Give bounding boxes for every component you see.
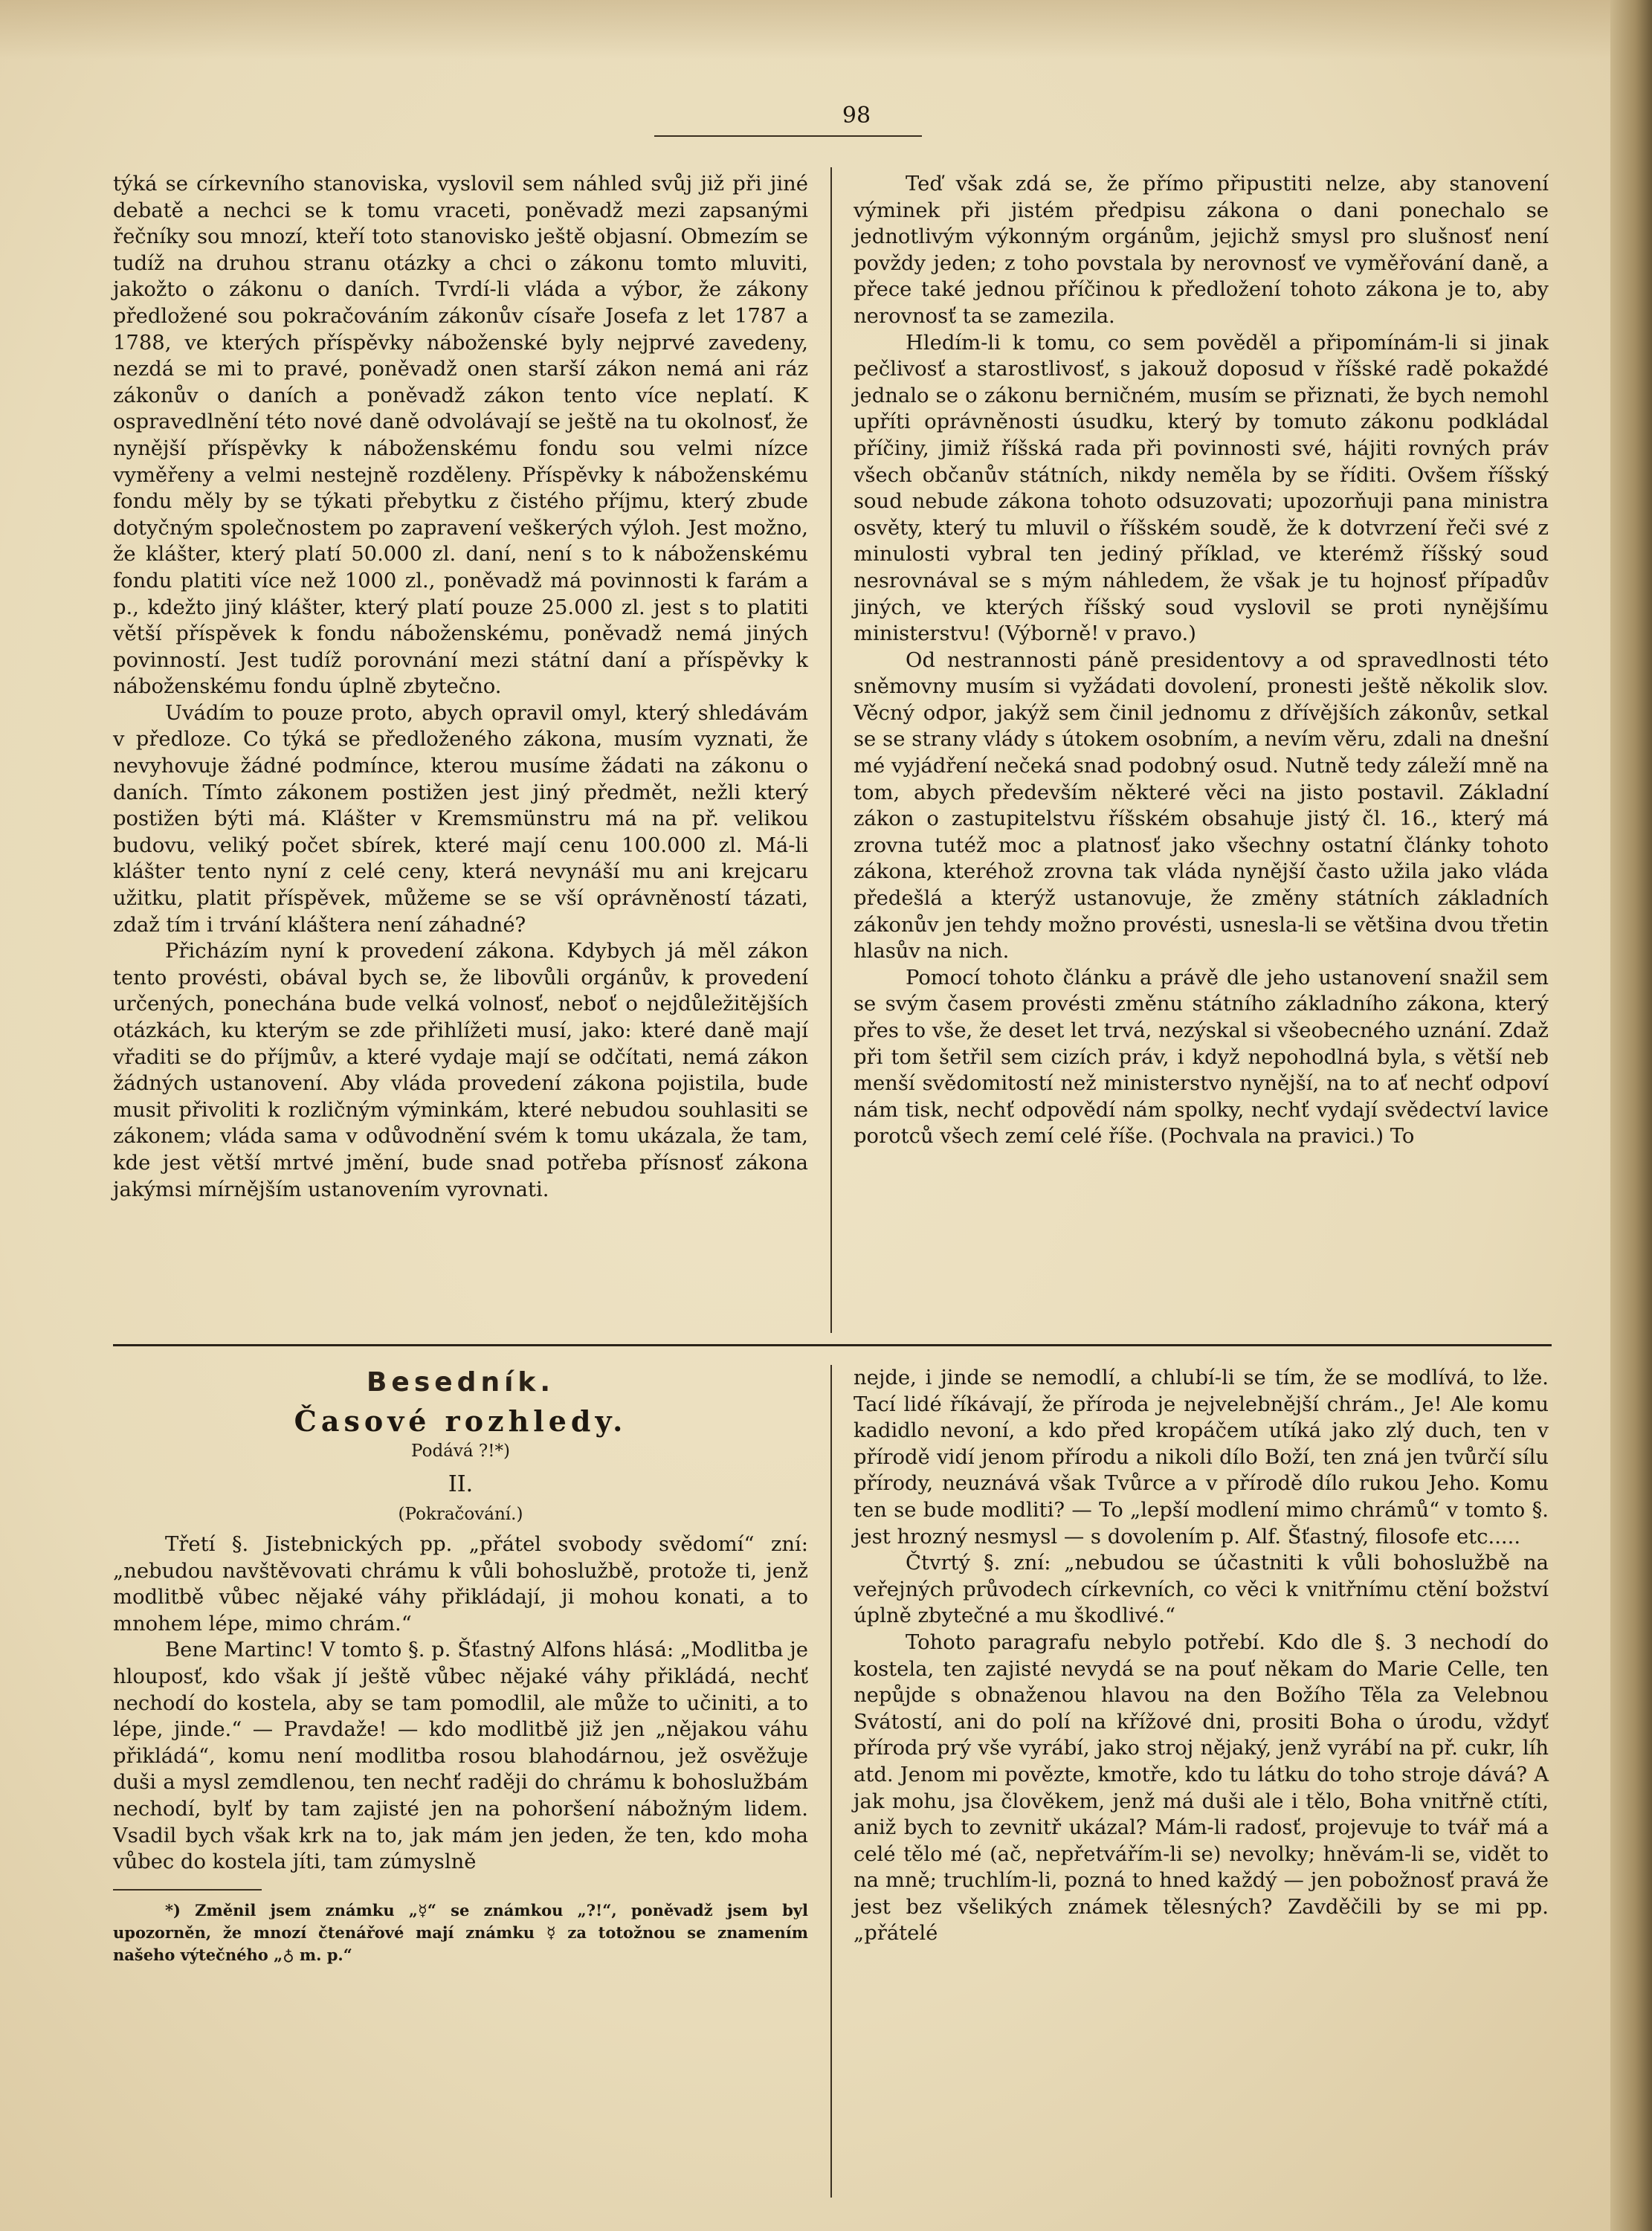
byline: Podává ?!*): [411, 1441, 510, 1462]
column-bottom-right: [854, 1365, 1549, 1947]
section-title: Besedník.: [366, 1367, 555, 1398]
part-number: II.: [448, 1470, 474, 1497]
paragraph: Teď však zdá se, že přímo připustiti nelze, aby stanovení výminek při jistém předpisu zákona o dani ponechalo se jednotlivým výkonným orgánům, jejichž smysl pro slušnosť není povždy jeden; z toho povstala by nerovnosť ve vyměřování daně, a přece také jednou příčinou k předložení tohoto zákona je to, aby nerovnosť ta se zamezila.: [854, 172, 1549, 328]
paragraph: Čtvrtý §. zní: „nebudou se účastniti k vůli bohoslužbě na veřejných průvodech církevních, co věci k vnitřnímu ctění božství úplně zbytečné a mu škodlivé.“: [854, 1552, 1549, 1628]
continued-note: (Pokračování.): [398, 1505, 523, 1525]
paragraph: Třetí §. Jistebnických pp. „přátel svobody svědomí“ zní: „nebudou navštěvovati chrámu k vůli bohoslužbě, protože ti, jenž modlitbě vůbec nějaké váhy přikládají, ji mohou konati, a to mnohem lépe, mimo chrám.“: [113, 1532, 808, 1636]
paragraph: Přicházím nyní k provedení zákona. Kdybych já měl zákon tento provésti, obával bych se, že libovůli orgánův, k provedení určených, ponechána bude velká volnosť, neboť o nejdůležitějších otázkách, ku kterým se zde přihlížeti musí, jako: které daně mají vřaditi se do příjmův, a které vydaje mají se odčítati, nemá zákon žádných ustanovení. Aby vláda provedení zákona pojistila, bude musit přivoliti k rozličným výminkám, které nebudou souhlasiti se zákonem; vláda sama v odůvodnění svém k tomu ukázala, že tam, kde jest větší mrtvé jmění, bude snad potřeba přísnosť zákona jakýmsi mírnějším ustanovením vyrovnati.: [113, 940, 808, 1201]
footnote-rule: [113, 1889, 262, 1891]
paper-stain: [0, 0, 1652, 59]
page-number: 98: [842, 103, 871, 129]
page-binding-edge: [1610, 0, 1652, 2231]
paragraph: Pomocí tohoto článku a právě dle jeho ustanovení snažil sem se svým časem provésti změnu státního základního zákona, který přes to vše, že deset let trvá, nezýskal si všeobecného uznání. Zdaž při tom šetřil sem cizích práv, i když nepohodlná byla, s větší neb menší svědomitostí než ministerstvo nynější, na to ať nechť odpoví nám tisk, nechť odpovědí nám spolky, nechť vydají svědectví lavice porotců všech zemí celé říše. (Pochvala na pravici.) To: [854, 966, 1549, 1149]
paragraph: Uvádím to pouze proto, abych opravil omyl, který shledávám v předloze. Co týká se předloženého zákona, musím vyznati, že nevyhovuje žádné podmínce, kterou musíme žádati na zákonu o daních. Tímto zákonem postižen jest jiný předmět, nežli který postižen býti má. Klášter v Kremsmünstru má na př. velikou budovu, veliký počet sbírek, které mají cenu 100.000 zl. Má-li klášter tento nyní z celé ceny, která nevynáší mu ani krejcaru užitku, platit příspěvek, můžeme se se vší oprávněností tázati, zdaž tím i trvání kláštera není záhadné?: [113, 701, 808, 937]
column-top-left: [113, 171, 808, 1203]
paragraph: týká se církevního stanoviska, vyslovil sem náhled svůj již při jiné debatě a nechci se k tomu vraceti, poněvadž mezi zapsanými řečníky sou mnozí, kteří toto stanovisko ještě objasní. Obmezím se tudíž na druhou stranu otázky a chci o zákonu tomto mluviti, jakožto o zákonu o daních. Tvrdí-li vláda a výbor, že zákony předložené sou pokračováním zákonův císaře Josefa z let 1787 a 1788, ve kterých příspěvky náboženské byly nejprvé zavedeny, nezdá se mi to pravé, poněvadž onen starší zákon nemá ani ráz zákonův o daních a poněvadž zákon tento více neplatí. K ospravedlnění této nové daně odvolávají se ještě na tu okolnosť, že nynější příspěvky k náboženskému fondu sou velmi nízce vyměřeny a velmi nestejně rozděleny. Příspěvky k náboženskému fondu měly by se týkati přebytku z čistého příjmu, který zbude dotyčným společnostem po zapravení veškerých výloh. Jest možno, že klášter, který platí 50.000 zl. daní, není s to k náboženskému fondu platiti více než 1000 zl., poněvadž má povinnosti k farám a p., kdežto jiný klášter, který platí pouze 25.000 zl. jest s to platiti větší příspěvek k fondu náboženskému, poněvadž nemá jiných povinností. Jest tudíž porovnání mezi státní daní a příspěvky k náboženskému fondu úplně zbytečno.: [113, 172, 808, 699]
column-divider-top: [830, 167, 832, 1333]
column-top-right: [854, 171, 1549, 1150]
paragraph: Od nestrannosti páně presidentovy a od spravedlnosti této sněmovny musím si vyžádati dovolení, pronesti ještě několik slov. Věcný odpor, jakýž sem činil jednomu z dřívějších zákonův, setkal se se strany vlády s útokem osobním, a nevím věru, zdali na dnešní mé vyjádření nečeká snad podobný osud. Nutně tedy záleží mně na tom, abych především některé věci na jisto postavil. Základní zákon o zastupitelstvu říšském obsahuje jistý čl. 16., který má zrovna tutéž moc a platnosť jako všechny ostatní články tohoto zákona, kteréhož zrovna tak vláda nynější často užila jako vláda předešlá a kterýž ustanovuje, že změny státních základních zákonův jen tehdy možno provésti, usnesla-li se většina dvou třetin hlasův na nich.: [854, 648, 1549, 963]
paragraph: Tohoto paragrafu nebylo potřebí. Kdo dle §. 3 nechodí do kostela, ten zajisté nevydá se na pouť někam do Marie Celle, ten nepůjde s obnaženou hlavou na den Božího Těla za Velebnou Svátostí, ani do polí na křížové dni, prositi Boha o úrodu, vždyť příroda prý vše vyrábí, jako stroj nějaký, jenž vyrábí na př. cukr, líh atd. Jenom mi povězte, kmotře, kdo tu látku do toho stroje dává? A jak mohu, jsa člověkem, jenž má duši ale i tělo, Boha vnitřně ctíti, aniž bych to zevnitř ukázal? Mám-li radosť, projevuje to tvář má a celé tělo mé (ač, nepřetvářím-li se) nevolky; hněvám-li se, vidět to na mně; truchlím-li, pozná to hned každý — jen pobožnosť pravá že jest bez všelikých známek tělesných? Zavděčili by se mi pp. „přátelé: [854, 1630, 1549, 1946]
column-divider-bottom: [830, 1365, 832, 2198]
article-title: Časové rozhledy.: [294, 1404, 627, 1438]
paragraph: Bene Martinc! V tomto §. p. Šťastný Alfons hlásá: „Modlitba je hlouposť, kdo však jí ještě vůbec nějaké váhy přikládá, nechť nechodí do kostela, aby se tam pomodlil, ale může to učiniti, a to lépe, jinde.“ — Pravdaže! — kdo modlitbě již jen „nějakou váhu přikládá“, komu není modlitba rosou blahodárnou, jež osvěžuje duši a mysl zemdlenou, ten nechť raději do chrámu k bohoslužbám nechodí, bylť by tam zajisté jen na pohoršení nábožným lidem. Vsadil bych však krk na to, jak mám jen jeden, že ten, kdo moha vůbec do kostela jíti, tam zúmyslně: [113, 1638, 808, 1874]
paragraph: nejde, i jinde se nemodlí, a chlubí-li se tím, že se modlívá, to lže. Tací lidé říkávají, že příroda je nejvelebnější chrám., Je! Ale komu kadidlo nevoní, a kdo před kropáčem utíká jako zlý duch, ten v přírodě vidí jenom přírodu a nikoli dílo Boží, ten zná jen tvůrčí sílu přírody, neuznává však Tvůrce a v přírodě dílo rukou Jeho. Komu ten se bude modliti? — To „lepší modlení mimo chrámů“ v tomto §. jest hrozný nesmysl — s dovolením p. Alf. Šťastný, filosofe etc.....: [854, 1366, 1549, 1549]
column-bottom-left: [113, 1365, 808, 1966]
paragraph: Hledím-li k tomu, co sem pověděl a připomínám-li si jinak pečlivosť a starostlivosť, s jakouž doposud v říšské radě pokaždé jednalo se o zákonu berničném, musím se přiznati, že bych nemohl upříti oprávněnosti úsudku, který by tomuto zákonu podkládal příčiny, jimiž říšská rada při povinnosti své, hájiti rovných práv všech občanův státních, nikdy neměla by se říditi. Ovšem říšský soud nebude zákona tohoto odsuzovati; upozorňuji pana ministra osvěty, který tu mluvil o říšském soudě, že k dotvrzení řeči své z minulosti vybral ten jediný příklad, ve kterémž říšský soud nesrovnával se s mým náhledem, že však je tu hojnosť případův jiných, ve kterých říšský soud vyslovil se proti nynějšímu ministerstvu! (Výborně! v pravo.): [854, 331, 1549, 646]
page-number-rule: [654, 135, 922, 137]
footnote: *) Změnil jsem známku „☿“ se známkou „?!“, poněvadž jsem byl upozorněn, že mnozí čtenářové mají známku ☿ za totožnou se znamením našeho výtečného „♁ m. p.“: [113, 1900, 808, 1964]
section-divider: [113, 1344, 1552, 1346]
